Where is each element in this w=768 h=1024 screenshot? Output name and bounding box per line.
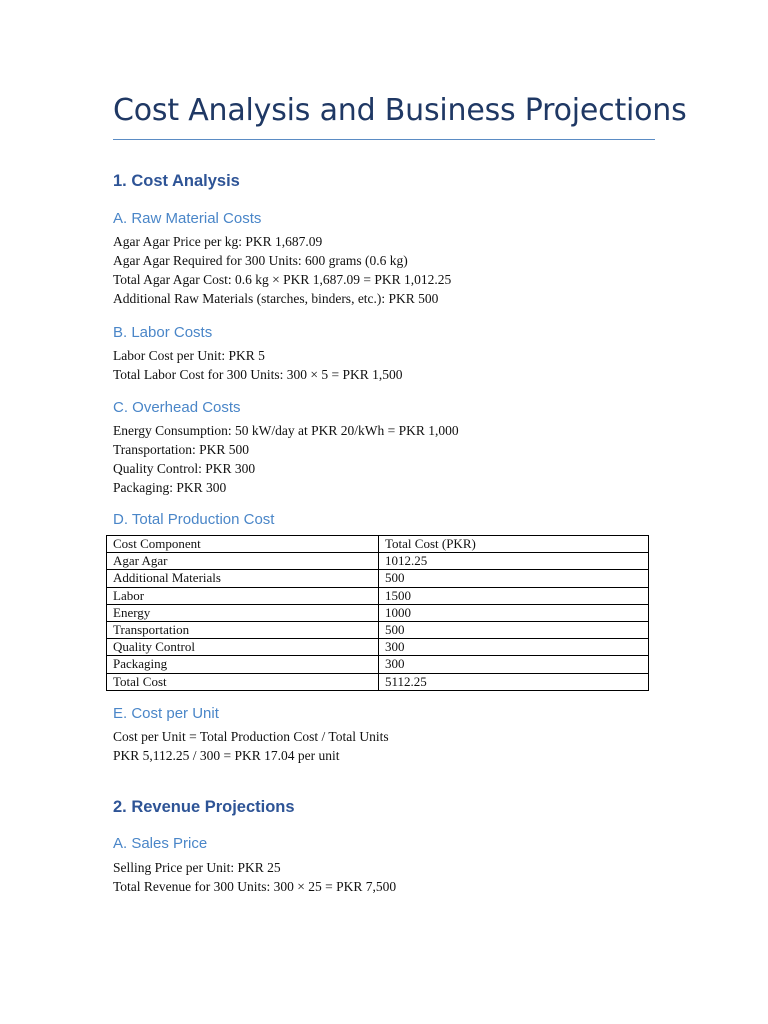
table-cell-component: Transportation <box>107 621 379 638</box>
overhead-line: Packaging: PKR 300 <box>113 480 227 495</box>
table-cell-component: Additional Materials <box>107 570 379 587</box>
table-cell-cost: 1012.25 <box>379 553 649 570</box>
table-cell-cost: 300 <box>379 656 649 673</box>
table-cell-component: Energy <box>107 604 379 621</box>
table-cell-component: Quality Control <box>107 639 379 656</box>
labor-paragraph <box>113 346 403 384</box>
raw-material-line: Agar Agar Price per kg: PKR 1,687.09 <box>113 234 323 249</box>
table-cell-cost: 500 <box>379 570 649 587</box>
table-cell-cost: 5112.25 <box>379 673 649 690</box>
heading-raw-material-costs: A. Raw Material Costs <box>113 210 262 227</box>
heading-overhead-costs: C. Overhead Costs <box>113 399 241 416</box>
table-header-cell: Cost Component <box>107 536 379 553</box>
heading-labor-costs: B. Labor Costs <box>113 324 213 341</box>
table-cell-component: Total Cost <box>107 673 379 690</box>
table-cell-cost: 300 <box>379 639 649 656</box>
title-underline <box>113 139 655 140</box>
heading-revenue-projections: 2. Revenue Projections <box>113 798 295 816</box>
overhead-line: Quality Control: PKR 300 <box>113 461 256 476</box>
table-row-total <box>107 673 649 690</box>
table-row <box>107 604 649 621</box>
labor-line: Labor Cost per Unit: PKR 5 <box>113 348 265 363</box>
table-row <box>107 587 649 604</box>
raw-material-paragraph <box>113 232 451 308</box>
heading-cost-analysis: 1. Cost Analysis <box>113 172 240 190</box>
table-row <box>107 570 649 587</box>
table-cell-component: Packaging <box>107 656 379 673</box>
heading-total-production-cost: D. Total Production Cost <box>113 511 275 528</box>
table-header-cell: Total Cost (PKR) <box>379 536 649 553</box>
sales-price-line: Total Revenue for 300 Units: 300 × 25 = PKR 7,500 <box>113 879 397 894</box>
overhead-line: Transportation: PKR 500 <box>113 442 250 457</box>
cost-per-unit-paragraph <box>113 727 389 765</box>
table-row <box>107 639 649 656</box>
sales-price-line: Selling Price per Unit: PKR 25 <box>113 860 281 875</box>
raw-material-line: Additional Raw Materials (starches, binders, etc.): PKR 500 <box>113 291 439 306</box>
table-row <box>107 621 649 638</box>
overhead-line: Energy Consumption: 50 kW/day at PKR 20/kWh = PKR 1,000 <box>113 423 459 438</box>
cost-per-unit-line: PKR 5,112.25 / 300 = PKR 17.04 per unit <box>113 748 340 763</box>
total-production-cost-table <box>106 535 649 691</box>
overhead-paragraph <box>113 421 459 497</box>
table-cell-component: Labor <box>107 587 379 604</box>
raw-material-line: Total Agar Agar Cost: 0.6 kg × PKR 1,687.09 = PKR 1,012.25 <box>113 272 452 287</box>
heading-cost-per-unit: E. Cost per Unit <box>113 705 219 722</box>
table-cell-cost: 500 <box>379 621 649 638</box>
table-row <box>107 553 649 570</box>
sales-price-paragraph <box>113 858 396 896</box>
document-title: Cost Analysis and Business Projections <box>113 93 687 128</box>
heading-sales-price: A. Sales Price <box>113 835 208 852</box>
table-cell-cost: 1500 <box>379 587 649 604</box>
cost-per-unit-line: Cost per Unit = Total Production Cost / Total Units <box>113 729 389 744</box>
table-header-row <box>107 536 649 553</box>
table-cell-cost: 1000 <box>379 604 649 621</box>
raw-material-line: Agar Agar Required for 300 Units: 600 grams (0.6 kg) <box>113 253 408 268</box>
table-row <box>107 656 649 673</box>
labor-line: Total Labor Cost for 300 Units: 300 × 5 = PKR 1,500 <box>113 367 403 382</box>
table-cell-component: Agar Agar <box>107 553 379 570</box>
